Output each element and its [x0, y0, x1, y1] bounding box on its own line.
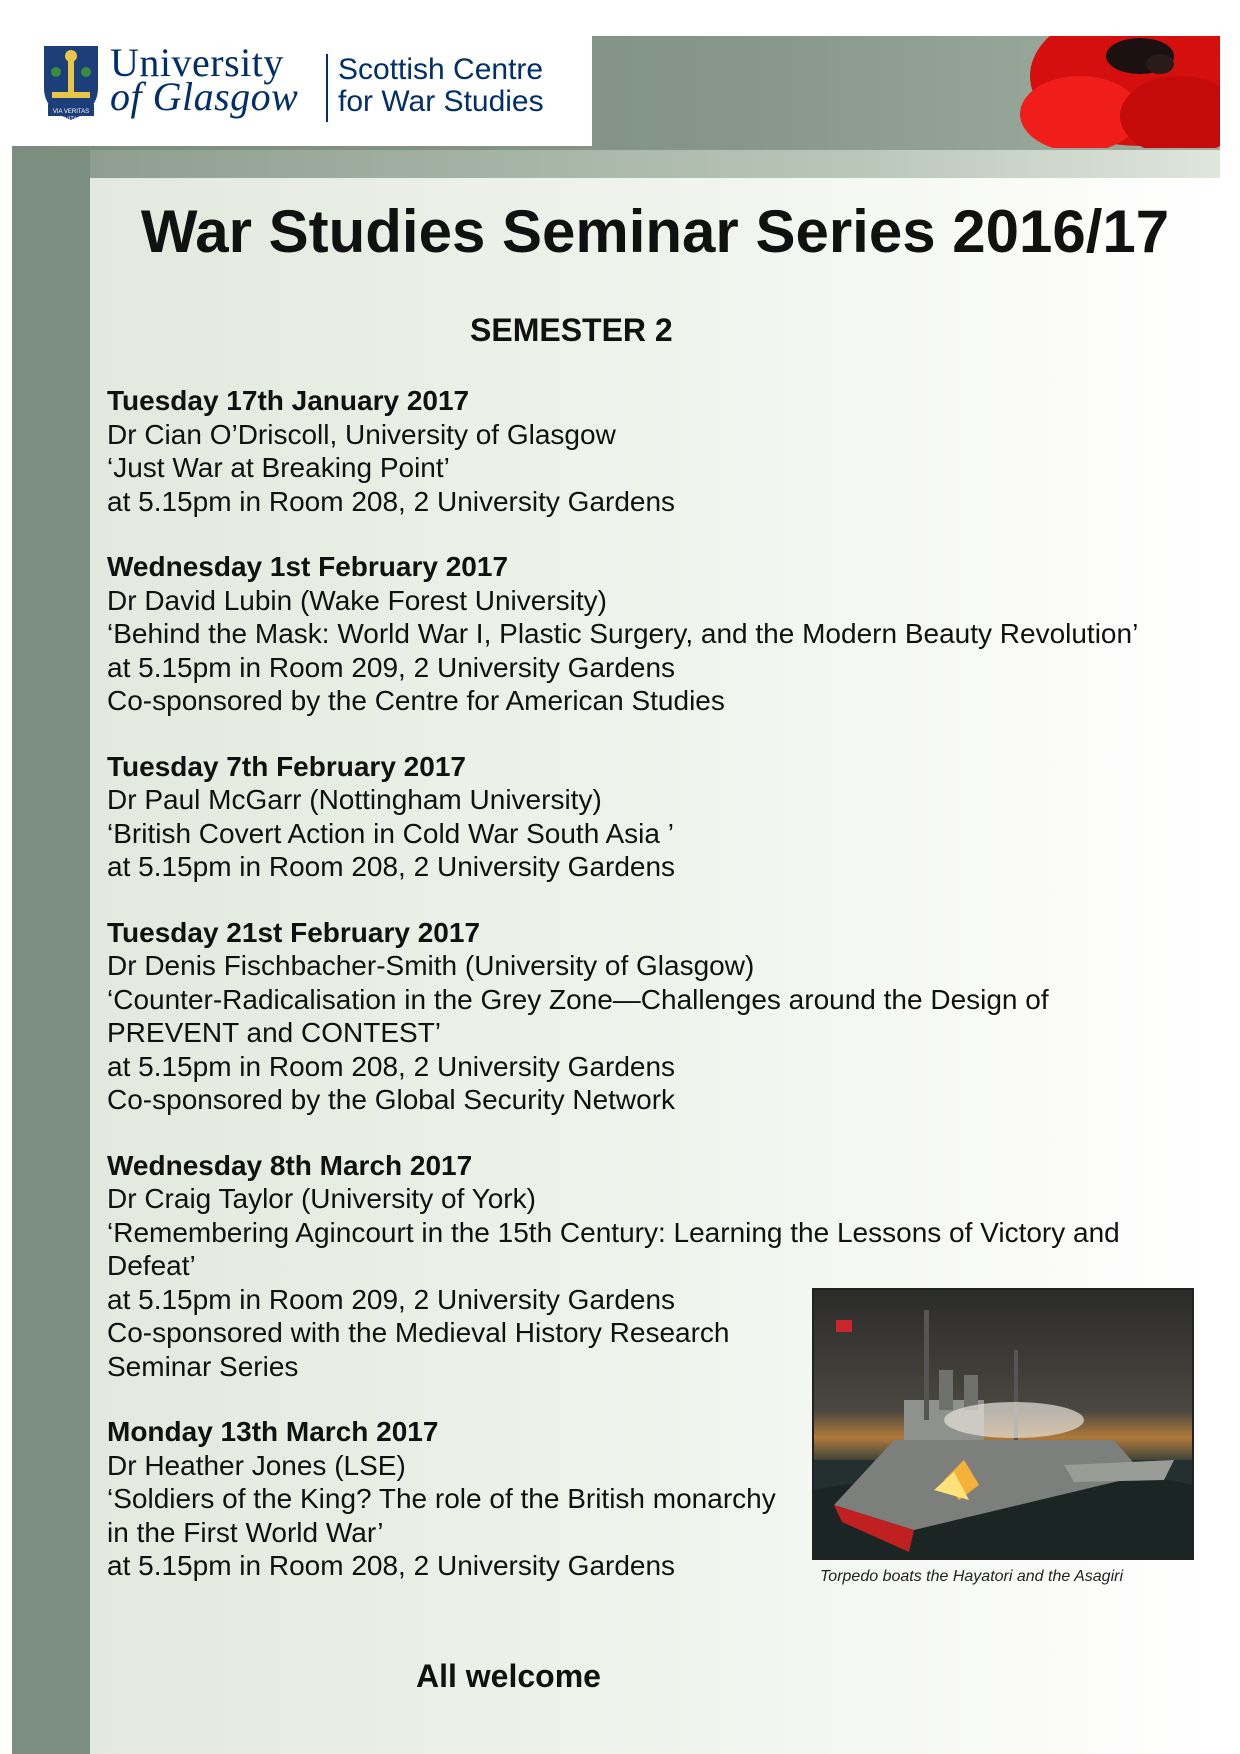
- seminar-speaker: Dr Craig Taylor (University of York): [107, 1183, 536, 1214]
- seminar-speaker: Dr David Lubin (Wake Forest University): [107, 584, 607, 616]
- university-name: [110, 40, 299, 119]
- seminar-speaker: Dr Denis Fischbacher-Smith (University of Glasgow): [107, 950, 755, 981]
- department-name: [338, 54, 544, 118]
- seminar-date: Wednesday 8th March 2017: [107, 1149, 473, 1181]
- seminar-sponsor-note-line1: Co-sponsored with the Medieval History Research: [107, 1317, 730, 1348]
- university-crest-icon: [42, 44, 100, 122]
- university-name-line2: of Glasgow: [110, 74, 299, 119]
- seminar-speaker: Dr Heather Jones (LSE): [107, 1449, 406, 1481]
- poppy-image: [1020, 36, 1220, 148]
- header-strip: [12, 150, 1220, 178]
- page-title: War Studies Seminar Series 2016/17: [140, 198, 1170, 265]
- seminar-date: Wednesday 1st February 2017: [107, 551, 509, 582]
- seminar-title: ‘Just War at Breaking Point’: [107, 452, 450, 483]
- semester-heading: SEMESTER 2: [470, 312, 673, 348]
- seminar-item: [107, 550, 1197, 718]
- seminar-venue: at 5.15pm in Room 209, 2 University Gardens: [107, 651, 676, 683]
- seminar-venue: at 5.15pm in Room 208, 2 University Gardens: [107, 1050, 676, 1082]
- seminar-venue: at 5.15pm in Room 208, 2 University Gardens: [107, 1550, 676, 1581]
- crest-motto: VIA VERITAS VITA: [52, 109, 90, 123]
- left-band: [12, 150, 90, 1754]
- seminar-venue: at 5.15pm in Room 209, 2 University Gardens: [107, 1283, 676, 1315]
- seminar-speaker: Dr Paul McGarr (Nottingham University): [107, 784, 602, 815]
- university-name-line1: University: [110, 40, 284, 85]
- footer-all-welcome: All welcome: [416, 1658, 601, 1694]
- seminar-item: [107, 916, 1197, 1117]
- seminar-speaker: Dr Cian O’Driscoll, University of Glasgow: [107, 418, 616, 450]
- department-name-line2: for War Studies: [338, 85, 544, 118]
- seminar-item: [107, 750, 1197, 884]
- seminar-date: Tuesday 7th February 2017: [107, 750, 466, 782]
- seminar-title-line2: PREVENT and CONTEST’: [107, 1017, 442, 1048]
- seminar-venue: at 5.15pm in Room 208, 2 University Gardens: [107, 851, 676, 882]
- seminar-title: ‘Behind the Mask: World War I, Plastic Surgery, and the Modern Beauty Revolution’: [107, 618, 1139, 649]
- logo-block: [12, 22, 592, 146]
- torpedo-boats-image: [812, 1288, 1194, 1560]
- seminar-title-line1: ‘Counter-Radicalisation in the Grey Zone—Challenges around the Design of: [107, 983, 1049, 1015]
- department-name-line1: Scottish Centre: [338, 53, 544, 86]
- seminar-date: Monday 13th March 2017: [107, 1416, 439, 1447]
- seminar-title: ‘British Covert Action in Cold War South Asia ’: [107, 817, 674, 849]
- seminar-date: Tuesday 21st February 2017: [107, 916, 481, 948]
- seminar-sponsor-note: Co-sponsored by the Global Security Network: [107, 1084, 676, 1115]
- logo-divider: [326, 54, 328, 122]
- seminar-sponsor-note-line2: Seminar Series: [107, 1350, 299, 1382]
- seminar-item: [107, 384, 1197, 518]
- seminar-title-line1: ‘Soldiers of the King? The role of the British monarchy: [107, 1483, 776, 1514]
- seminar-date: Tuesday 17th January 2017: [107, 385, 470, 416]
- seminar-title-line1: ‘Remembering Agincourt in the 15th Century: Learning the Lessons of Victory and: [107, 1216, 1120, 1248]
- seminar-sponsor-note: Co-sponsored by the Centre for American Studies: [107, 685, 725, 716]
- seminar-venue: at 5.15pm in Room 208, 2 University Gardens: [107, 485, 676, 517]
- image-caption: Torpedo boats the Hayatori and the Asagiri: [820, 1568, 1124, 1585]
- seminar-title-line2: Defeat’: [107, 1250, 196, 1281]
- seminar-title-line2: in the First World War’: [107, 1516, 384, 1548]
